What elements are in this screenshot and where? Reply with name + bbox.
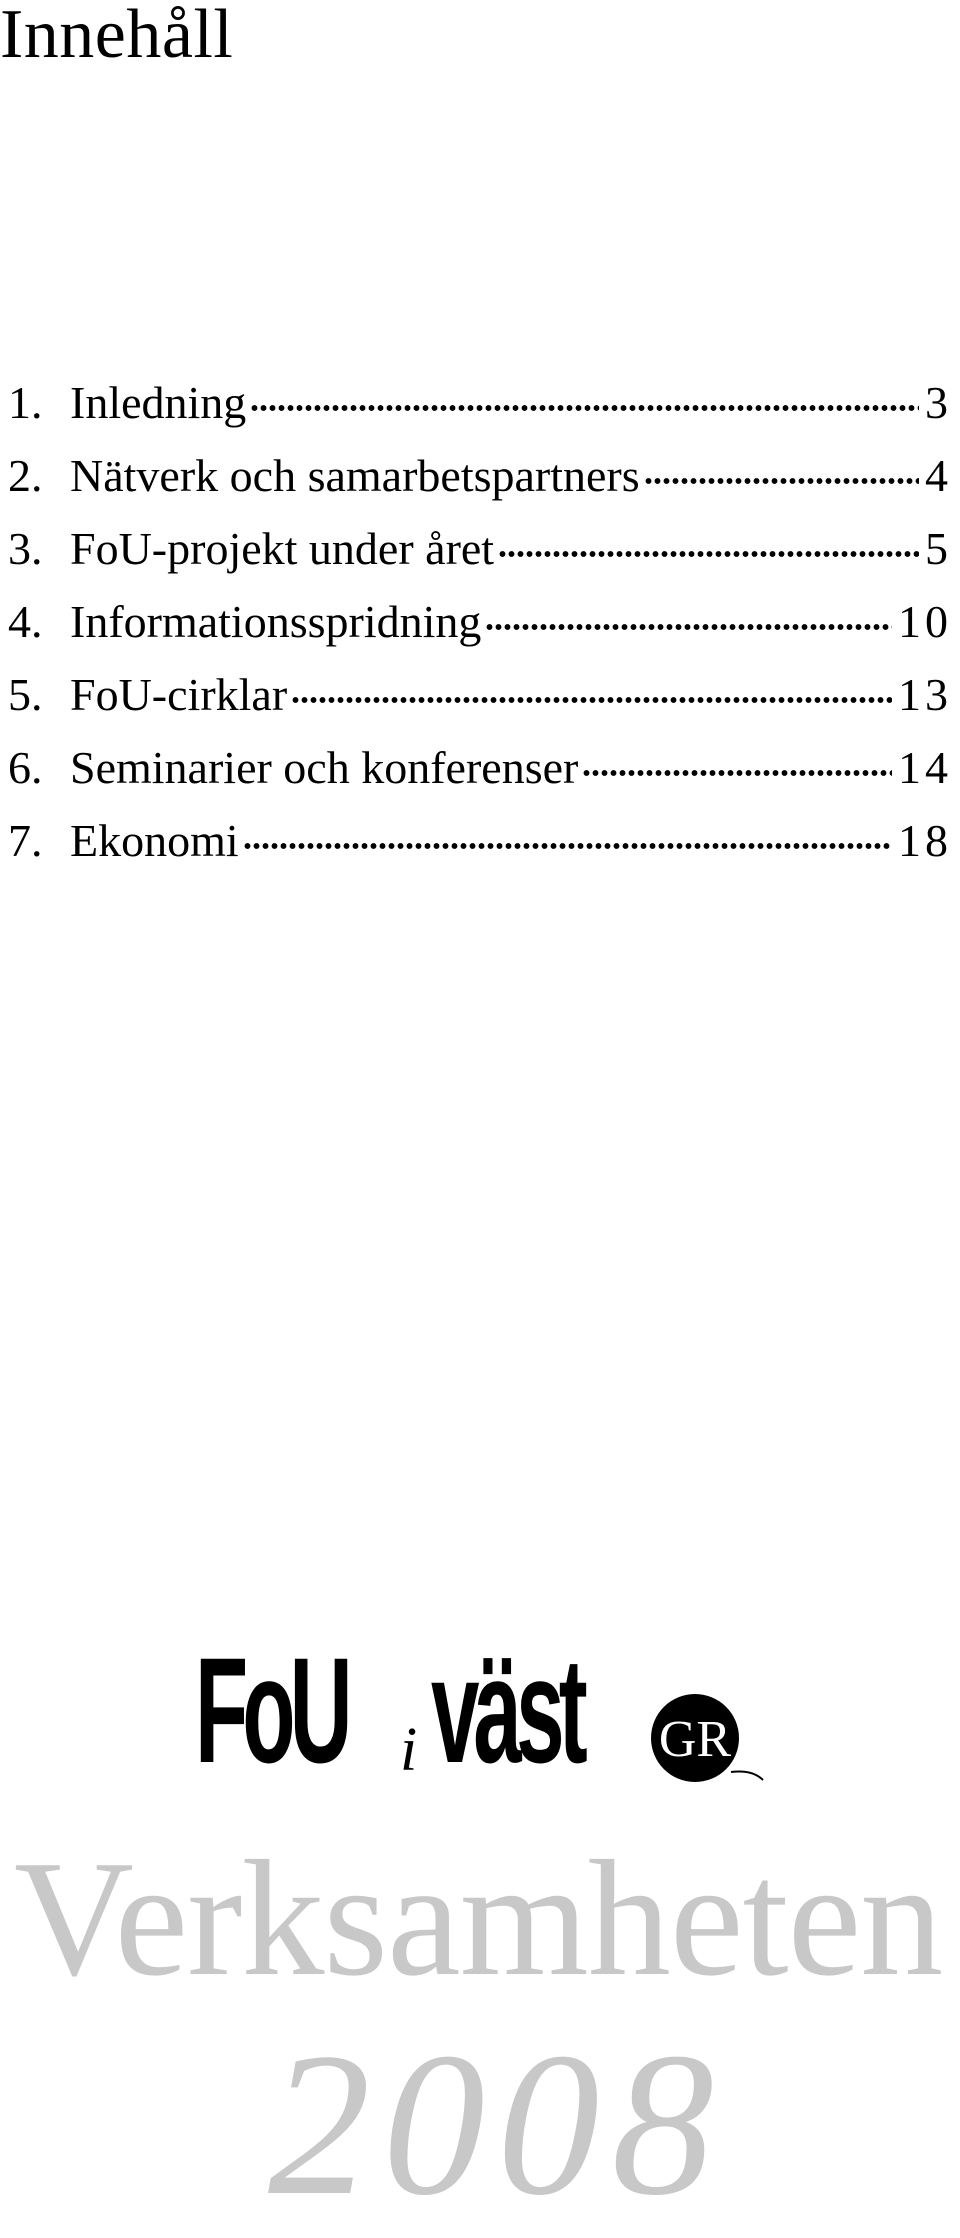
cover-title: Verksamheten	[14, 1826, 943, 2010]
toc-item-number: 1.	[8, 377, 43, 428]
fou-i-vast-logo	[195, 1626, 795, 1805]
toc-dot-leader	[582, 767, 892, 779]
toc-dot-leader	[485, 621, 892, 633]
toc-item-number: 5.	[8, 669, 43, 720]
toc-item-fou-cirklar[interactable]	[0, 668, 960, 741]
toc-dot-leader	[250, 402, 919, 414]
toc-item-number: 2.	[8, 450, 43, 501]
toc-item-ekonomi[interactable]	[0, 814, 960, 887]
toc-dot-leader	[291, 694, 892, 706]
toc-item-label: Ekonomi	[70, 815, 239, 866]
toc-item-label: FoU-projekt under året	[70, 523, 495, 574]
logo-wordmark-vast: väst	[431, 1626, 582, 1794]
gr-seal-text: GR	[658, 1711, 732, 1768]
page-title: Innehåll	[0, 0, 234, 73]
toc-item-page: 4	[925, 450, 952, 501]
toc-item-number: 6.	[8, 742, 43, 793]
toc-item-label: FoU-cirklar	[70, 669, 288, 720]
toc-item-page: 14	[898, 742, 952, 793]
toc-item-label: Inledning	[70, 377, 247, 428]
toc-item-fou-projekt[interactable]	[0, 522, 960, 595]
toc-item-label: Informationsspridning	[70, 596, 482, 647]
toc-item-inledning[interactable]	[0, 376, 960, 449]
toc-item-label: Nätverk och samarbetspartners	[70, 450, 640, 501]
toc-item-page: 5	[925, 523, 952, 574]
toc-item-label: Seminarier och konferenser	[70, 742, 579, 793]
toc-item-informationsspridning[interactable]	[0, 595, 960, 668]
toc-item-number: 4.	[8, 596, 43, 647]
toc-item-natverk[interactable]	[0, 449, 960, 522]
logo-wordmark-fou: FoU	[195, 1626, 347, 1794]
cover-year: 2008	[268, 2011, 726, 2238]
toc-dot-leader	[644, 475, 919, 487]
logo-wordmark-i: i	[400, 1716, 418, 1784]
toc-item-page: 10	[898, 596, 952, 647]
table-of-contents	[0, 376, 960, 887]
toc-item-page: 13	[898, 669, 952, 720]
toc-dot-leader	[498, 548, 919, 560]
gr-seal-icon	[635, 1690, 765, 1790]
toc-item-seminarier[interactable]	[0, 741, 960, 814]
toc-item-number: 3.	[8, 523, 43, 574]
toc-item-page: 3	[925, 377, 952, 428]
toc-dot-leader	[243, 840, 892, 852]
toc-item-number: 7.	[8, 815, 43, 866]
toc-item-page: 18	[898, 815, 952, 866]
